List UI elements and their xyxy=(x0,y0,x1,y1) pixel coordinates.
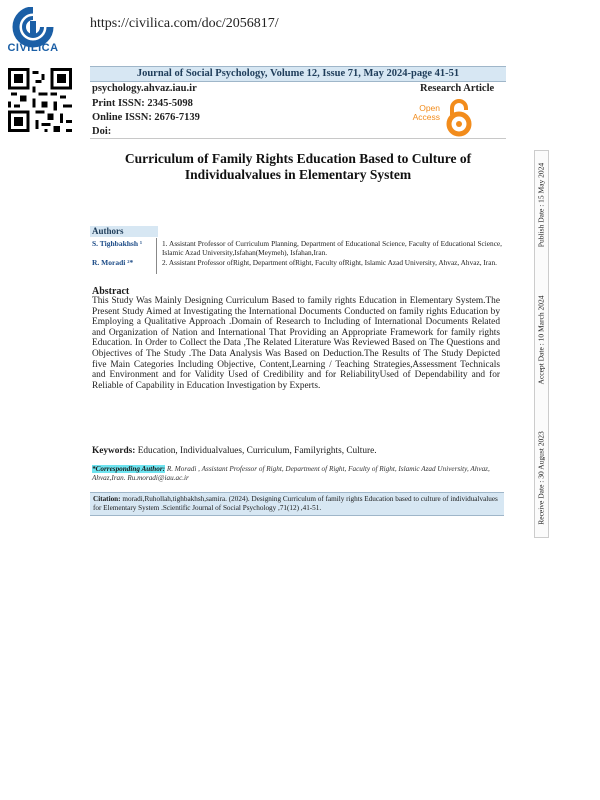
corresponding-label: *Corresponding Author: xyxy=(92,465,166,473)
open-access-lock-icon xyxy=(442,99,478,137)
author-affiliation-2: 2. Assistant Professor ofRight, Department ofRight, Faculty ofRight, Islamic Azad University, Ahvaz, Ahvaz, Iran. xyxy=(162,258,497,267)
header-divider xyxy=(90,138,506,139)
open-access-text-2: Access xyxy=(412,112,440,122)
article-title xyxy=(100,151,496,183)
open-access-logo xyxy=(402,99,482,137)
abstract-heading: Abstract xyxy=(92,286,130,297)
document-url[interactable]: https://civilica.com/doc/2056817/ xyxy=(90,16,279,31)
open-access-text-1: Open xyxy=(419,103,440,113)
accept-date: Accept Date : 10 March 2024 xyxy=(536,295,546,385)
publish-date: Publish Date : 15 May 2024 xyxy=(536,162,546,248)
keywords-list: Education, Individualvalues, Curriculum, Familyrights, Culture. xyxy=(135,446,377,456)
citation xyxy=(90,493,504,513)
civilica-logo-text: CIVILICA xyxy=(7,42,59,54)
doi-label: Doi: xyxy=(92,126,112,137)
keywords xyxy=(92,446,500,456)
print-issn: Print ISSN: 2345-5098 xyxy=(92,98,193,109)
author-name-1: S. Tighbakhsh ¹ xyxy=(92,239,143,248)
journal-line: Journal of Social Psychology, Volume 12, Issue 71, May 2024-page 41-51 xyxy=(136,68,460,79)
citation-box xyxy=(90,492,504,516)
authors-divider xyxy=(156,238,157,274)
title-line-2: Individualvalues in Elementary System xyxy=(184,167,412,182)
citation-text: moradi,Ruhollah,tighbakhsh,samira. (2024). Designing Curriculum of family rights Education based to culture of individualvalues for Elementary System .Scientific Journal of Social Psychology ,71(12) ,41-51. xyxy=(93,495,498,512)
qr-code-icon xyxy=(8,68,72,132)
citation-label: Citation: xyxy=(93,495,121,503)
corresponding-author xyxy=(92,465,500,483)
author-name-2: R. Moradi ²* xyxy=(92,258,134,267)
journal-website[interactable]: psychology.ahvaz.iau.ir xyxy=(92,83,197,94)
abstract-body: This Study Was Mainly Designing Curriculum Based to family rights Education in Elementary System.The Present Study Aimed at Investigating the International Documents Conducted on family rights Education by Employing a Qualitative Approach .Domain of Research to Including of International Documents Related and Organization of Nation and International That Providing an Appropriate Framework for family rights Education. In Order to Collect the Data ,The Related Literature Was Reviewed Based on The Questions and Objectives of The Study .The Data Analysis Was Based on Deduction.The Results of The Study Depicted five Main Categories Including Objective, Content,Learning / Teaching Strategies,Assessment Technicals and Environment and for Validity Used of Credibility and for ReliabilityUsed of Dependability and for Reliable of Capability in Education Investigation by Experts. xyxy=(92,296,500,391)
corresponding-text: R. Moradi , Assistant Professor of Right, Department of Right, Faculty of Right, Islamic Azad University, Ahvaz, Ahvaz,Iran. Ru.moradi@iau.ac.ir xyxy=(92,465,490,482)
receive-date: Receive Date : 30 August 2023 xyxy=(536,431,546,525)
title-line-1: Curriculum of Family Rights Education Based to Culture of xyxy=(124,151,472,166)
online-issn: Online ISSN: 2676-7139 xyxy=(92,112,200,123)
author-affiliation-1: 1. Assistant Professor of Curriculum Planning, Department of Educational Science, Faculty of Educational Science, Islamic Azad University,Isfahan(Meymeh), Isfahan,Iran. xyxy=(162,239,502,257)
article-type: Research Article xyxy=(420,83,495,94)
keywords-label: Keywords: xyxy=(92,446,136,456)
authors-heading: Authors xyxy=(90,226,158,237)
journal-band xyxy=(90,66,506,82)
